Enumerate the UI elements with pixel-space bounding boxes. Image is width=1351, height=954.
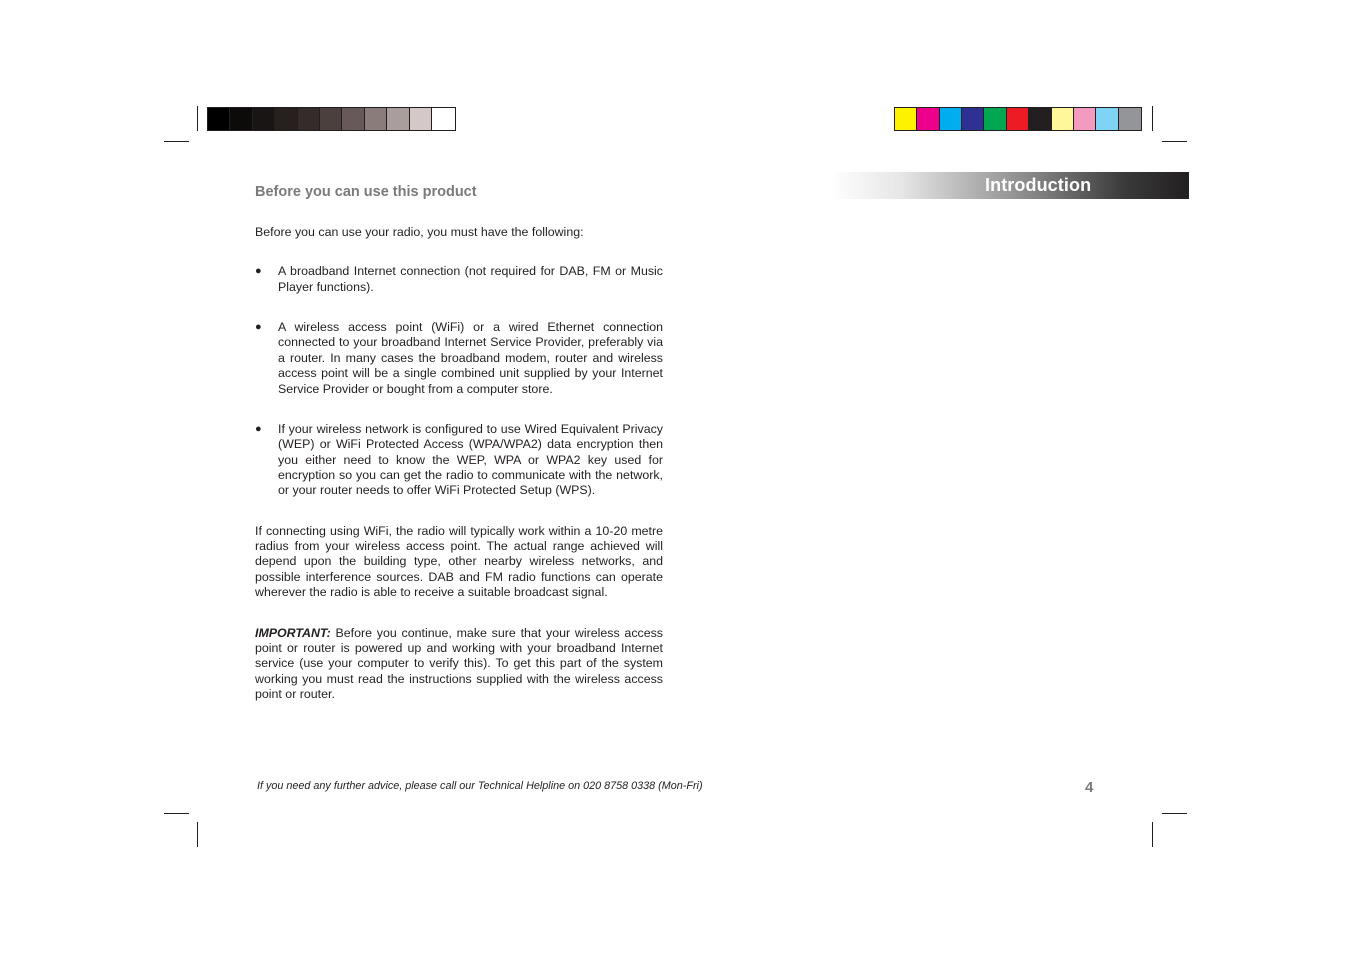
requirements-list bbox=[255, 264, 663, 498]
bullet-icon: ● bbox=[255, 422, 262, 435]
gray-swatch bbox=[230, 108, 252, 130]
list-item bbox=[255, 264, 663, 295]
color-swatch bbox=[1119, 108, 1141, 130]
important-paragraph bbox=[255, 626, 663, 703]
gray-swatch bbox=[320, 108, 342, 130]
gray-swatch bbox=[298, 108, 320, 130]
gray-swatch bbox=[410, 108, 432, 130]
gray-swatch bbox=[432, 108, 454, 130]
content-column bbox=[255, 182, 663, 703]
gray-swatch bbox=[275, 108, 297, 130]
page-heading: Before you can use this product bbox=[255, 184, 477, 200]
color-swatch bbox=[1096, 108, 1118, 130]
gray-swatch bbox=[253, 108, 275, 130]
color-swatch bbox=[940, 108, 962, 130]
section-banner bbox=[830, 172, 1189, 199]
helpline-footer: If you need any further advice, please call our Technical Helpline on 020 8758 0338 (Mon-Fri) bbox=[257, 780, 703, 792]
color-swatch bbox=[962, 108, 984, 130]
bullet-icon: ● bbox=[255, 321, 262, 334]
section-title: Introduction bbox=[985, 175, 1092, 195]
gray-swatch bbox=[208, 108, 230, 130]
color-swatch bbox=[1052, 108, 1074, 130]
crop-mark bbox=[164, 141, 189, 142]
crop-mark bbox=[197, 106, 198, 131]
crop-mark bbox=[164, 813, 189, 814]
gray-swatch bbox=[365, 108, 387, 130]
color-calibration-bar bbox=[894, 107, 1142, 131]
list-item bbox=[255, 320, 663, 397]
list-item-text: A wireless access point (WiFi) or a wired Ethernet connection connected to your broadband Internet Service Provider, preferably via a router. In many cases the broadband modem, router and wireless access point will be a single combined unit supplied by your Internet Service Provider or bought from a computer store. bbox=[278, 320, 663, 396]
page-number: 4 bbox=[1085, 779, 1094, 796]
gray-swatch bbox=[387, 108, 409, 130]
color-swatch bbox=[917, 108, 939, 130]
color-swatch bbox=[1074, 108, 1096, 130]
color-swatch bbox=[1007, 108, 1029, 130]
bullet-icon: ● bbox=[255, 265, 262, 278]
wifi-range-paragraph: If connecting using WiFi, the radio will typically work within a 10-20 metre radius from your wireless access point. The actual range achieved will depend upon the building type, other nearby wireless networks, and possible interference sources. DAB and FM radio functions can operate wherever the radio is able to receive a suitable broadcast signal. bbox=[255, 523, 663, 600]
list-item-text: A broadband Internet connection (not required for DAB, FM or Music Player functions). bbox=[278, 264, 663, 294]
gray-swatch bbox=[342, 108, 364, 130]
color-swatch bbox=[984, 108, 1006, 130]
grayscale-calibration-bar bbox=[207, 107, 456, 131]
crop-mark bbox=[197, 822, 198, 847]
important-text: Before you continue, make sure that your wireless access point or router is powered up and working with your broadband Internet service (use your computer to verify this). To get this part of the system working you must read the instructions supplied with the wireless access point or router. bbox=[255, 625, 663, 702]
list-item-text: If your wireless network is configured to use Wired Equivalent Privacy (WEP) or WiFi Protected Access (WPA/WPA2) data encryption then you either need to know the WEP, WPA or WPA2 key used for encryption so you can get the radio to communicate with the network, or your router needs to offer WiFi Protected Setup (WPS). bbox=[278, 421, 663, 498]
intro-paragraph: Before you can use your radio, you must have the following: bbox=[255, 225, 584, 239]
color-swatch bbox=[1029, 108, 1051, 130]
crop-mark bbox=[1162, 813, 1187, 814]
list-item bbox=[255, 422, 663, 499]
important-label: IMPORTANT: bbox=[255, 625, 331, 640]
crop-mark bbox=[1152, 822, 1153, 847]
color-swatch bbox=[895, 108, 917, 130]
crop-mark bbox=[1152, 106, 1153, 131]
crop-mark bbox=[1162, 141, 1187, 142]
